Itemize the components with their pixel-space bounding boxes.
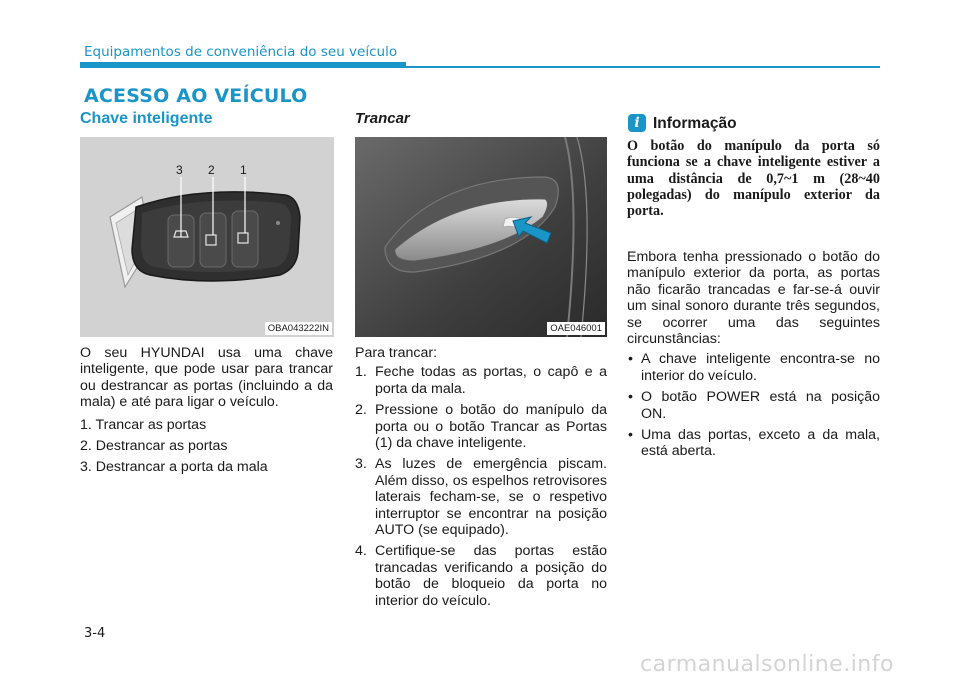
list-item [355, 402, 607, 451]
callout-number-2: 2 [208, 163, 215, 177]
page-number: 3-4 [84, 626, 106, 641]
figure-code-label: OAE046001 [547, 322, 605, 335]
left-column-text [80, 345, 333, 481]
callout-number-1: 1 [240, 163, 247, 177]
smart-key-illustration [80, 137, 334, 337]
smart-key-subtitle: Chave inteligente [80, 110, 213, 127]
page-title: ACESSO AO VEÍCULO [84, 85, 308, 107]
smart-key-figure [80, 137, 334, 337]
door-handle-illustration [355, 137, 607, 337]
step-number: 1. [355, 364, 367, 381]
door-handle-figure [355, 137, 607, 337]
list-item [355, 543, 607, 609]
info-icon: i [628, 114, 646, 132]
list-item: 2. Destrancar as portas [80, 438, 228, 455]
step-text: As luzes de emergência piscam. Além disso, os espelhos retrovisores laterais fecham-se, se o respetivo interruptor se encontrar na posição AUTO (se equipado). [375, 456, 607, 539]
step-text: Feche todas as portas, o capô e a porta da mala. [375, 364, 607, 397]
step-number: 2. [355, 402, 367, 419]
lock-steps-list [355, 364, 607, 609]
callout-number-3: 3 [176, 163, 183, 177]
info-title: Informação [653, 115, 737, 132]
list-item: • A chave inteligente encontra-se no interior do veículo. [627, 351, 880, 384]
info-bold-note: O botão do manípulo da porta só funciona se a chave inteligente estiver a uma distância de 0,7~1 m (28~40 polegadas) do manípulo exterior da porta. [627, 138, 880, 220]
list-item: 3. Destrancar a porta da mala [80, 459, 268, 476]
watermark-text: carmanualsonline.info [640, 652, 894, 677]
list-item: • O botão POWER está na posição ON. [627, 389, 880, 422]
header-rule-thick [80, 62, 406, 68]
info-paragraph: Embora tenha pressionado o botão do manípulo exterior da porta, as portas não ficarão trancadas e far-se-á ouvir um sinal sonoro durante três segundos, se ocorrer uma das seguintes circunstâncias: [627, 249, 880, 348]
figure-code-label: OBA043222IN [265, 322, 332, 335]
list-item [355, 456, 607, 538]
step-number: 3. [355, 456, 367, 473]
header-rule-thin [406, 66, 880, 68]
smart-key-paragraph: O seu HYUNDAI usa uma chave inteligente, que pode usar para trancar ou destrancar as portas (incluindo a da mala) e até para ligar o veículo. [80, 345, 333, 411]
middle-column-text [355, 345, 607, 614]
step-text: Pressione o botão do manípulo da porta ou o botão Trancar as Portas (1) da chave inteligente. [375, 402, 607, 452]
header-section-title: Equipamentos de conveniência do seu veículo [84, 44, 398, 60]
step-number: 4. [355, 543, 367, 560]
step-text: Certifique-se das portas estão trancadas verificando a posição do botão de bloqueio da porta no interior do veículo. [375, 543, 607, 609]
lock-subtitle: Trancar [355, 110, 410, 127]
smart-key-button-list [80, 417, 333, 476]
lock-intro: Para trancar: [355, 345, 438, 361]
list-item: • Uma das portas, exceto a da mala, está aberta. [627, 427, 880, 460]
list-item [355, 364, 607, 397]
right-column-text [627, 249, 880, 465]
info-bullet-list [627, 351, 880, 459]
list-item: 1. Trancar as portas [80, 416, 207, 433]
